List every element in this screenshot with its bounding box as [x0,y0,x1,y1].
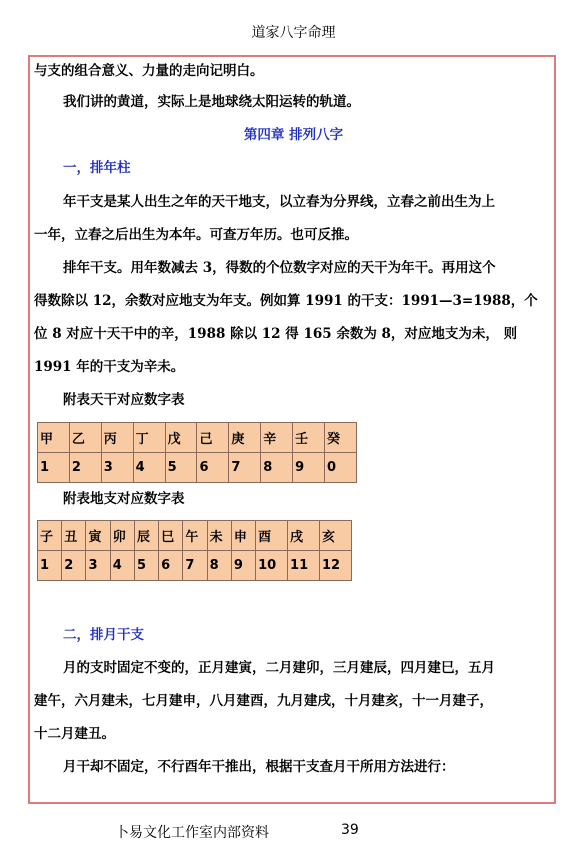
paragraph-line: 年干支是某人出生之年的天干地支，以立春为分界线，立春之前出生为上 [63,194,495,210]
paragraph-line: 1991 年的干支为辛未。 [34,359,185,375]
table-cell: 1 [38,551,62,581]
table-cell: 9 [293,453,325,483]
table-cell: 9 [231,551,255,581]
paragraph-line: 月干却不固定，不行酉年干推出，根据干支查月干所用方法进行： [63,759,455,775]
table-cell: 丙 [101,423,133,453]
table-cell: 乙 [69,423,101,453]
table-cell: 庚 [229,423,261,453]
table-cell: 1 [38,453,70,483]
table-cell: 4 [133,453,165,483]
table-cell: 巳 [159,521,183,551]
table-cell: 0 [325,453,357,483]
paragraph-line: 建午，六月建未，七月建申，八月建酉，九月建戌，十月建亥，十一月建子， [34,693,493,709]
paragraph-line: 月的支时固定不变的，正月建寅，二月建卯，三月建辰，四月建巳，五月 [63,660,495,676]
table-cell: 3 [86,551,110,581]
table-cell: 卯 [110,521,134,551]
table-cell: 8 [207,551,231,581]
table-cell: 丁 [133,423,165,453]
table-row [38,453,357,483]
table-cell: 12 [319,551,351,581]
table-cell: 2 [62,551,86,581]
page-number: 39 [341,822,359,838]
table-cell: 辛 [261,423,293,453]
table-cell: 丑 [62,521,86,551]
table-cell: 己 [197,423,229,453]
table-cell: 6 [159,551,183,581]
paragraph-line: 一年，立春之后出生为本年。可查万年历。也可反推。 [34,227,358,243]
table-cell: 3 [101,453,133,483]
table-cell: 午 [183,521,207,551]
table-caption: 附表天干对应数字表 [63,392,185,408]
table-cell: 辰 [134,521,158,551]
table-cell: 6 [197,453,229,483]
table-cell: 7 [183,551,207,581]
table-cell: 癸 [325,423,357,453]
branch-number-table [37,520,352,581]
paragraph-line: 位 8 对应十天干中的辛，1988 除以 12 得 165 余数为 8，对应地支为未， 则 [34,326,518,342]
table-cell: 5 [165,453,197,483]
table-cell: 申 [231,521,255,551]
table-cell: 4 [110,551,134,581]
table-cell: 酉 [256,521,288,551]
table-cell: 10 [256,551,288,581]
paragraph-line: 与支的组合意义、力量的走向记明白。 [34,63,264,79]
table-row [38,521,352,551]
table-cell: 寅 [86,521,110,551]
table-cell: 5 [134,551,158,581]
table-cell: 戌 [288,521,320,551]
paragraph-line: 十二月建丑。 [34,726,115,742]
chapter-title: 第四章 排列八字 [243,127,344,143]
section-title: 二，排月干支 [63,627,144,643]
table-cell: 壬 [293,423,325,453]
table-caption: 附表地支对应数字表 [63,491,185,507]
table-cell: 2 [69,453,101,483]
table-row [38,551,352,581]
table-cell: 7 [229,453,261,483]
table-cell: 11 [288,551,320,581]
table-cell: 戊 [165,423,197,453]
table-row [38,423,357,453]
stem-number-table [37,422,357,483]
paragraph-line: 排年干支。用年数减去 3，得数的个位数字对应的天干为年干。再用这个 [63,260,496,276]
table-cell: 甲 [38,423,70,453]
paragraph-line: 我们讲的黄道，实际上是地球绕太阳运转的轨道。 [63,94,360,110]
table-cell: 亥 [319,521,351,551]
section-title: 一，排年柱 [63,160,131,176]
table-cell: 子 [38,521,62,551]
paragraph-line: 得数除以 12，余数对应地支为年支。例如算 1991 的干支：1991—3=1988，个 [34,293,538,309]
footer-source: 卜易文化工作室内部资料 [115,825,269,841]
table-cell: 未 [207,521,231,551]
table-cell: 8 [261,453,293,483]
page-header: 道家八字命理 [251,25,336,41]
